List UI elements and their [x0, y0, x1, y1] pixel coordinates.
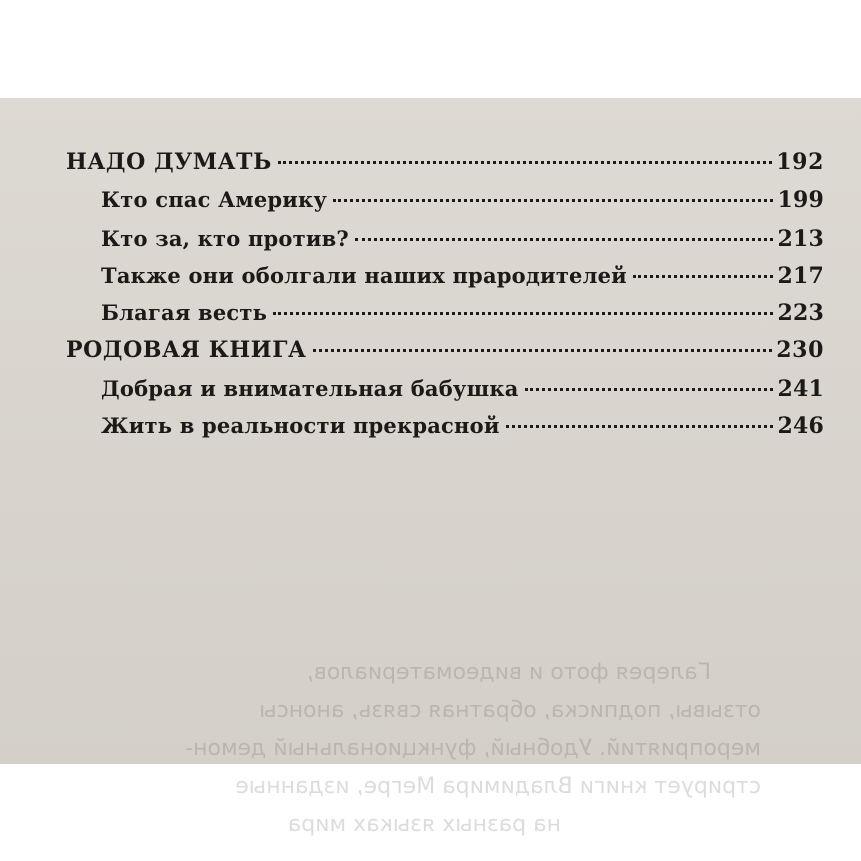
dot-leader [333, 199, 773, 202]
toc-entry-title: Кто спас Америку [101, 187, 328, 212]
bleed-line: мероприятий. Удобный, функциональный демон- [185, 736, 761, 761]
toc-entry-title: НАДО ДУМАТЬ [66, 149, 272, 175]
toc-entry-page: 241 [777, 376, 824, 402]
dot-leader [525, 388, 774, 391]
table-of-contents [0, 98, 861, 438]
toc-entry-title: Также они оболгали наших прародителей [101, 263, 627, 288]
toc-entry [101, 300, 824, 326]
toc-entry-page: 217 [777, 263, 824, 289]
toc-entry-page: 246 [777, 413, 824, 439]
toc-entry-page: 192 [776, 149, 824, 175]
bleed-line: отзывы, подписка, обратная связь, анонсы [259, 698, 761, 723]
toc-entry [101, 187, 824, 213]
toc-entry-title: РОДОВАЯ КНИГА [66, 337, 307, 363]
dot-leader [313, 349, 773, 352]
bleed-line: Галерея фото и видеоматериалов, [306, 660, 711, 685]
book-page [0, 98, 861, 837]
toc-entry [66, 337, 824, 363]
bleed-line: стрирует книги Владимира Мегре, изданные [235, 774, 761, 799]
toc-entry [101, 413, 824, 439]
toc-entry-title: Кто за, кто против? [101, 226, 349, 251]
toc-entry-title: Добрая и внимательная бабушка [101, 376, 519, 401]
toc-entry [101, 376, 824, 402]
toc-entry [101, 226, 824, 252]
toc-entry-page: 223 [777, 300, 824, 326]
dot-leader [633, 275, 774, 278]
dot-leader [355, 238, 774, 241]
toc-entry-title: Жить в реальности прекрасной [101, 413, 500, 438]
dot-leader [273, 312, 773, 315]
bleed-line: на разных языках мира [287, 812, 561, 837]
toc-entry-page: 213 [777, 226, 824, 252]
dot-leader [506, 425, 774, 428]
toc-entry [66, 149, 824, 175]
dot-leader [278, 161, 772, 164]
toc-entry-page: 230 [776, 337, 824, 363]
toc-entry-page: 199 [777, 187, 824, 213]
toc-entry [101, 263, 824, 289]
toc-entry-title: Благая весть [101, 300, 268, 325]
